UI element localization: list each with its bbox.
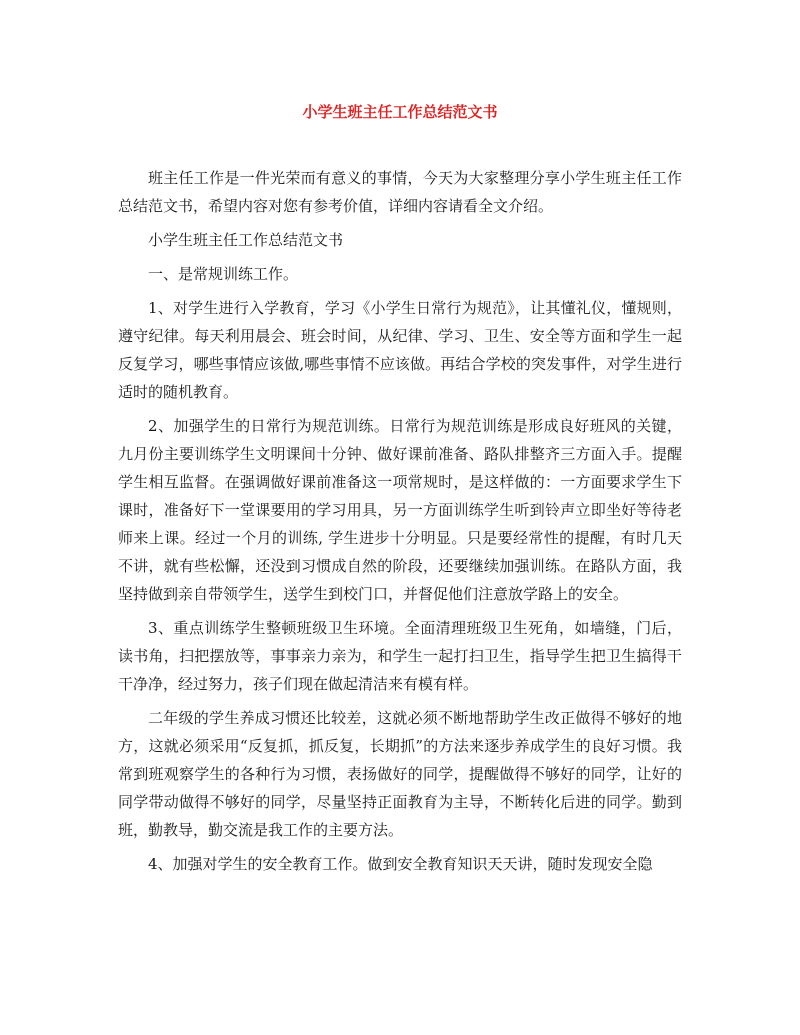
body-paragraph-2: 2、加强学生的日常行为规范训练。日常行为规范训练是形成良好班风的关键，九月份主要训练学生文明课间十分钟、做好课前准备、路队排整齐三方面入手。提醒学生相互监督。在强调做好课前准备这一项常规时，是这样做的：一方面要求学生下课时，准备好下一堂课要用的学习用具，另一方面训练学生听到铃声立即坐好等待老师来上课。经过一个月的训练, 学生进步十分明显。只是要经常性的提醒，有时几天不讲，就有些松懈，还没到习惯成自然的阶段，还要继续加强训练。在路队方面，我坚持做到亲自带领学生，送学生到校门口，并督促他们注意放学路上的安全。 <box>118 417 682 603</box>
section-heading-1: 一、是常规训练工作。 <box>148 265 299 283</box>
body-paragraph-3: 3、重点训练学生整顿班级卫生环境。全面清理班级卫生死角，如墙缝，门后，读书角，扫把摆放等，事事亲力亲为，和学生一起打扫卫生，指导学生把卫生搞得干干净净，经过努力，孩子们现在做起清洁来有模有样。 <box>118 619 682 693</box>
body-paragraph-1: 1、对学生进行入学教育，学习《小学生日常行为规范》，让其懂礼仪，懂规则，遵守纪律。每天利用晨会、班会时间，从纪律、学习、卫生、安全等方面和学生一起反复学习，哪些事情应该做,哪些事情不应该做。再结合学校的突发事件，对学生进行适时的随机教育。 <box>118 299 682 401</box>
body-paragraph-5: 4、加强对学生的安全教育工作。做到安全教育知识天天讲，随时发现安全隐 <box>148 855 653 873</box>
intro-paragraph: 班主任工作是一件光荣而有意义的事情，今天为大家整理分享小学生班主任工作总结范文书，希望内容对您有参考价值，详细内容请看全文介绍。 <box>118 169 682 215</box>
document-title: 小学生班主任工作总结范文书 <box>302 103 498 121</box>
document-page <box>118 100 682 884</box>
body-paragraph-4: 二年级的学生养成习惯还比较差，这就必须不断地帮助学生改正做得不够好的地方，这就必须采用“反复抓，抓反复，长期抓”的方法来逐步养成学生的良好习惯。我常到班观察学生的各种行为习惯，表扬做好的同学，提醒做得不够好的同学，让好的同学带动做得不够好的同学，尽量坚持正面教育为主导，不断转化后进的同学。勤到班，勤教导，勤交流是我工作的主要方法。 <box>118 709 682 839</box>
subtitle-paragraph: 小学生班主任工作总结范文书 <box>148 231 344 249</box>
